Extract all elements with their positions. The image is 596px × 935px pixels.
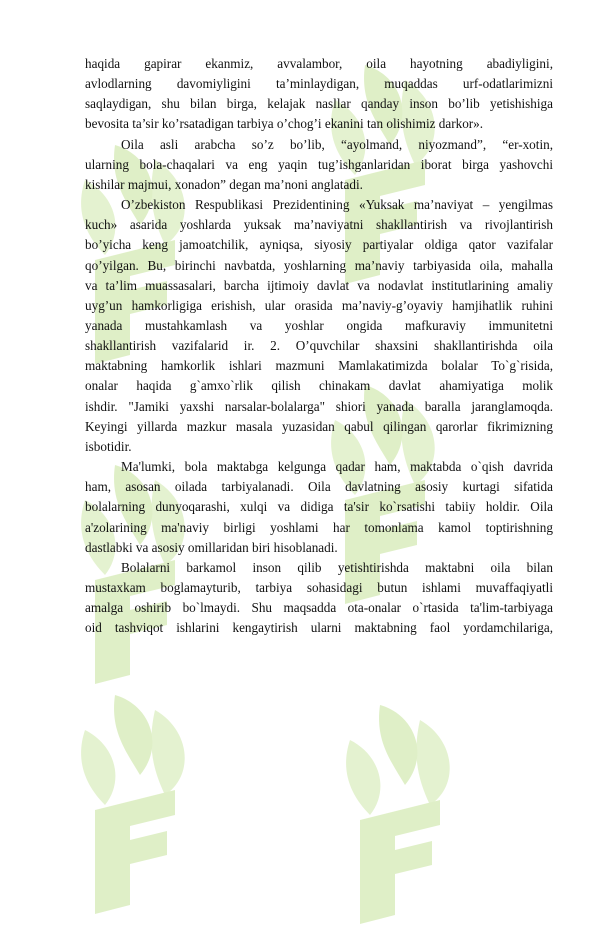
- text-line: a'zolarining ma'naviy birligi yoshlami har tomonlama kamol toptirishning: [85, 519, 553, 535]
- text-line: haqida gapirar ekanmiz, avvalambor, oila hayotning abadiyligini,: [85, 56, 553, 71]
- text-line: onalar haqida g`amxo`rlik qilish chinakam davlat ahamiyatiga molik: [85, 378, 553, 394]
- text-line: kuch» asarida yoshlarda yuksak ma’naviyatni shakllantirish va rivojlantirish: [85, 217, 553, 233]
- text-line: Bolalarni barkamol inson qilib yetishtirishda maktabni oila bilan: [121, 559, 553, 575]
- text-line: oid tashviqot ishlarini kengaytirish ularni maktabning faol yordamchilariga,: [85, 620, 553, 636]
- text-line: ham, asosan oilada tarbiyalanadi. Oila davlatning asosiy kurtagi sifatida: [85, 479, 553, 495]
- text-line: bevosita ta’sir ko’rsatadigan tarbiya o’chog’i ekanini tan olishimiz darkor».: [85, 116, 484, 132]
- text-line: ularning bola-chaqalari va eng yaqin tug’ishganlaridan iborat birga yashovchi: [85, 156, 553, 172]
- leaf-watermark-icon: [55, 140, 225, 370]
- text-line: va ta’lim muassasalari, barcha ijtimoiy davlat va nodavlat institutlarining amaliy: [85, 277, 553, 293]
- text-line: maktabning hamkorlik ishlari mazmuni Mamlakatimizda bolalar To`g`risida,: [85, 358, 553, 374]
- leaf-watermark-icon: [305, 60, 475, 290]
- text-line: yanada mustahkamlash va yoshlar ongida mafkuraviy immunitetni: [85, 317, 553, 333]
- text-line: ishdir. "Jamiki yaxshi narsalar-bolalarga" shiori yanada baralla jaranglamoqda.: [85, 398, 553, 414]
- leaf-watermark-icon: [55, 690, 225, 920]
- text-line: Ma'lumki, bola maktabga kelgunga qadar ham, maktabda o`qish davrida: [121, 459, 553, 474]
- text-line: kishilar majmui, xonadon” degan ma’noni anglatadi.: [85, 176, 363, 192]
- text-line: uyg’un hamkorligiga erishish, ular orasida ma’naviy-g’oyaviy hamjihatlik ruhini: [85, 297, 553, 313]
- leaf-watermark-icon: [320, 700, 490, 930]
- text-line: O’zbekiston Respublikasi Prezidentining «Yuksak ma’naviyat – yengilmas: [121, 197, 553, 212]
- text-line: avlodlarning davomiyligini ta’minlaydigan, muqaddas urf-odatlarimizni: [85, 76, 553, 92]
- text-line: dastlabki va asosiy omillaridan biri hisoblanadi.: [85, 539, 338, 555]
- text-line: bo’yicha keng jamoatchilik, ayniqsa, siyosiy partiyalar oldiga qator vazifalar: [85, 237, 553, 253]
- text-line: mustaxkam boglamayturib, tarbiya sohasidagi butun ishlami muvaffaqiyatli: [85, 579, 553, 595]
- text-line: Oila asli arabcha so’z bo’lib, “ayolmand, niyozmand”, “er-xotin,: [121, 136, 553, 152]
- text-line: qo’yilgan. Bu, birinchi navbatda, yoshlarning ma’naviy tarbiyasida oila, mahalla: [85, 257, 553, 273]
- text-line: amalga oshirib bo`lmaydi. Shu maqsadda ota-onalar o`rtasida ta'lim-tarbiyaga: [85, 600, 553, 615]
- text-line: saqlaydigan, shu bilan birga, kelajak nasllar qanday inson bo’lib yetishishiga: [85, 96, 553, 112]
- text-line: isbotidir.: [85, 438, 132, 454]
- text-line: bolalarning dunyoqarashi, xulqi va didiga ta'sir ko`rsatishi tabiiy holdir. Oila: [85, 499, 553, 515]
- text-line: shakllantirish vazifalarid ir. 2. O’quvchilar shaxsini shakllantirishda oila: [85, 338, 553, 354]
- text-line: Keyingi yillarda mazkur masala yuzasidan qabul qilingan qarorlar fikrimizning: [85, 418, 553, 434]
